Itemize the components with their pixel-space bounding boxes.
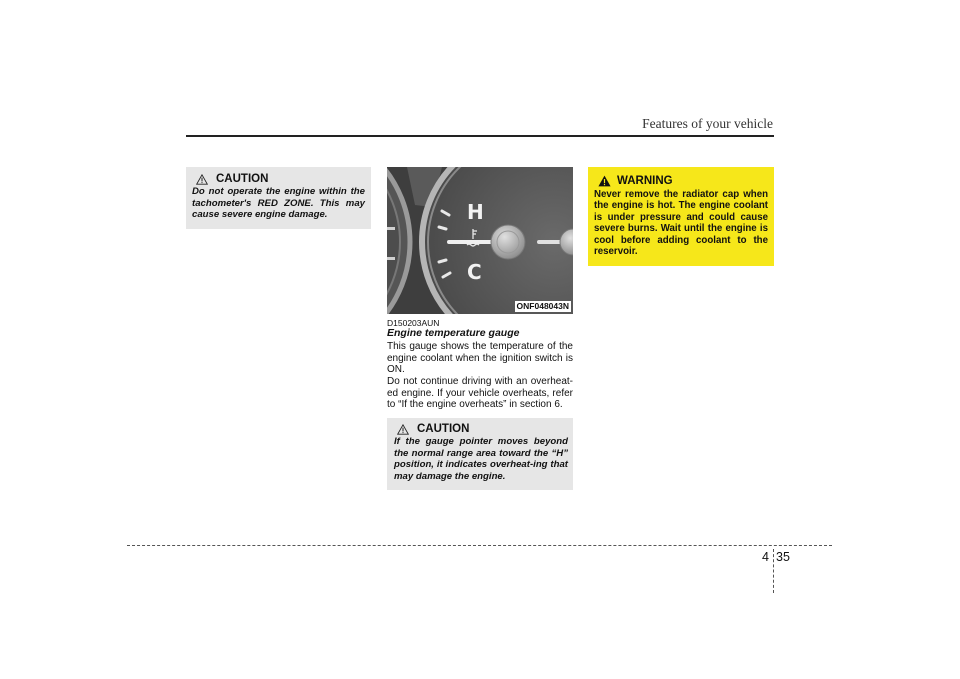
gauge-hub [491, 225, 525, 259]
section-paragraph: This gauge shows the temperature of the engine coolant when the ignition switch is ON. [387, 341, 573, 376]
warning-box [588, 167, 774, 266]
caution-triangle-icon [196, 174, 208, 185]
caution-text: If the gauge pointer moves beyond the normal range area toward the “H” position, it indicates overheat-ing that may damage the engine. [394, 436, 568, 482]
caution-text: Do not operate the engine within the tachometer's RED ZONE. This may cause severe engine damage. [192, 186, 365, 221]
caution-heading-row [196, 173, 365, 185]
caution-box-bottom [387, 418, 573, 490]
caution-heading: CAUTION [216, 173, 269, 185]
section-code: D150203AUN [387, 318, 440, 328]
caution-heading-row [397, 423, 568, 435]
warning-text: Never remove the radiator cap when the engine is hot. The engine coolant is under pressure and could cause severe burns. Wait until the engine is cool before adding coolant to the reservoir. [594, 189, 768, 258]
caution-box-top [186, 167, 371, 229]
section-title: Engine temperature gauge [387, 327, 520, 339]
hot-label: H [467, 200, 484, 224]
image-code: ONF048043N [516, 301, 569, 311]
temperature-dial [422, 167, 573, 314]
warning-triangle-icon [598, 175, 611, 187]
footer-vertical-rule [773, 549, 774, 593]
header-rule [186, 135, 774, 137]
page-number-value: 35 [776, 550, 790, 564]
cold-label: C [467, 260, 482, 284]
section-paragraph: Do not continue driving with an overheat-ed engine. If your vehicle overheats, refer to “If the engine overheats” in section 6. [387, 376, 573, 411]
page-header-title: Features of your vehicle [642, 116, 773, 131]
footer-dashed-rule [127, 545, 832, 546]
chapter-number: 4 [762, 550, 769, 564]
engine-temperature-gauge-image [387, 167, 573, 314]
warning-heading: WARNING [617, 175, 673, 187]
caution-heading: CAUTION [417, 423, 470, 435]
caution-triangle-icon [397, 424, 409, 435]
warning-heading-row [598, 175, 768, 187]
